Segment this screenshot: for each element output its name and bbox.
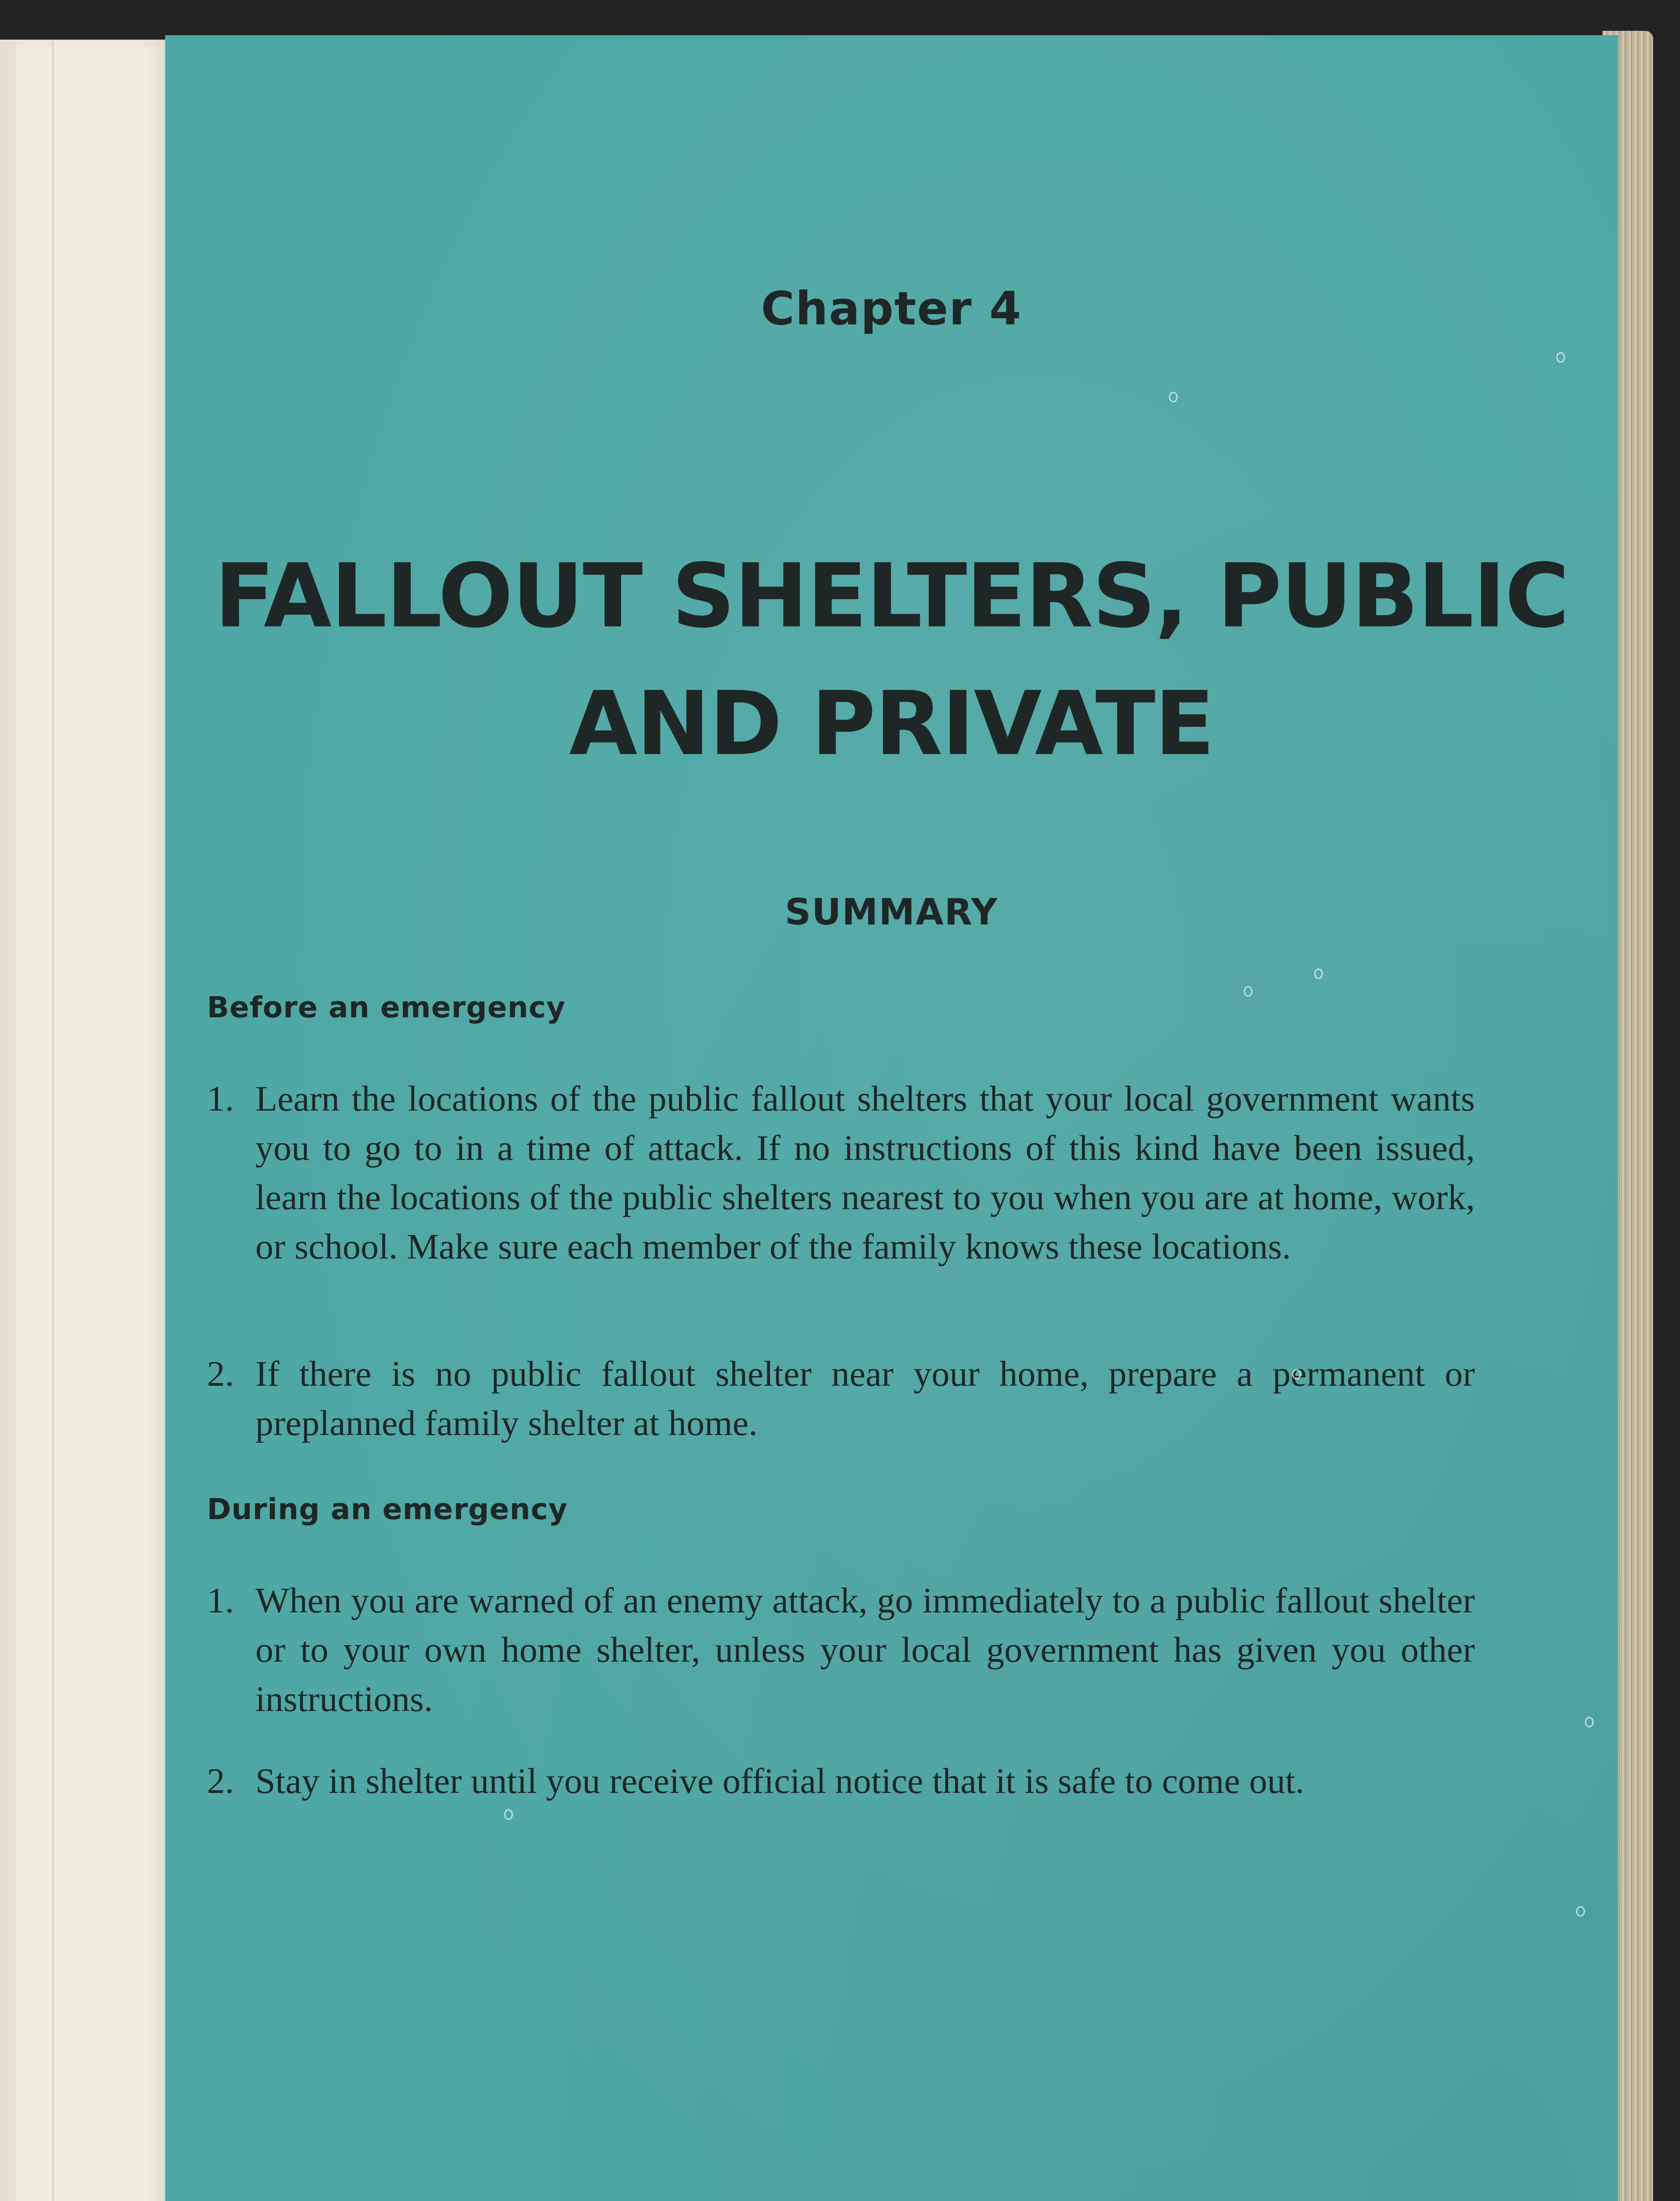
facing-page-margin [0, 40, 16, 2201]
section-heading-during-emergency: During an emergency [207, 1492, 568, 1526]
paper-speck [1576, 1906, 1585, 1917]
paper-speck [504, 1809, 513, 1820]
paper-speck [1314, 968, 1323, 979]
chapter-title-line-1: FALLOUT SHELTERS, PUBLIC [214, 545, 1569, 648]
chapter-title [165, 533, 1618, 788]
list-item [207, 1576, 1475, 1724]
paper-speck [1585, 1717, 1594, 1727]
facing-page [0, 40, 165, 2201]
list-item-text: If there is no public fallout shelter near your home, prepare a permanent or preplanned family shelter at home. [255, 1354, 1475, 1443]
page-fold-line [52, 40, 56, 2201]
section-heading-before-emergency: Before an emergency [207, 990, 566, 1024]
paper-speck [1244, 986, 1253, 997]
list-item-number: 1. [207, 1580, 234, 1620]
paper-speck [1556, 352, 1565, 363]
list-item-number: 2. [207, 1354, 234, 1394]
paper-speck [1292, 1369, 1301, 1380]
paper-speck [1169, 392, 1178, 402]
list-item [207, 1074, 1475, 1271]
list-item-text: When you are warned of an enemy attack, go immediately to a public fallout shelter or to your own home shelter, unless your local government has given you other instructions. [255, 1580, 1475, 1719]
chapter-label: Chapter 4 [761, 282, 1022, 335]
summary-heading: SUMMARY [785, 891, 998, 933]
book-page [165, 35, 1618, 2201]
list-item [207, 1756, 1475, 1806]
list-item [207, 1349, 1475, 1448]
list-item-text: Learn the locations of the public fallout shelters that your local government wants you to go to in a time of attack. If no instructions of this kind have been issued, learn the locations of the public shelters nearest to you when you are at home, work, or school. Make sure each member of the family knows these locations. [255, 1078, 1475, 1266]
list-item-number: 2. [207, 1761, 234, 1801]
list-item-text: Stay in shelter until you receive official notice that it is safe to come out. [255, 1761, 1304, 1801]
list-item-number: 1. [207, 1078, 234, 1119]
chapter-title-line-2: AND PRIVATE [569, 673, 1214, 775]
